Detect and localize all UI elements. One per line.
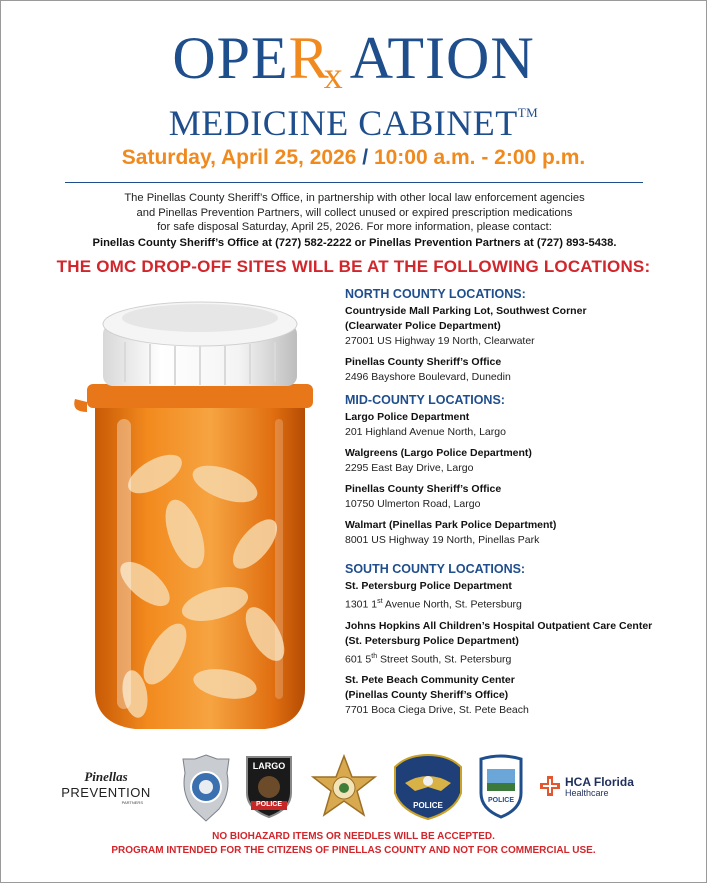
location-name: Largo Police Department (345, 411, 470, 423)
location-agency: (St. Petersburg Police Department) (345, 634, 519, 647)
location-name: Walgreens (Largo Police Department) (345, 447, 532, 459)
address-part: Avenue North, St. Petersburg (382, 598, 522, 611)
locations-headline: THE OMC DROP-OFF SITES WILL BE AT THE FOLLOWING LOCATIONS: (56, 257, 651, 276)
title-medicine-cabinet (1, 93, 706, 143)
location-item (345, 410, 695, 440)
logo-text: Healthcare (565, 788, 609, 798)
divider (65, 182, 643, 183)
north-county-section (345, 287, 695, 385)
footer-notice (1, 830, 706, 858)
title-part-start: OPE (172, 25, 289, 91)
location-agency: (Clearwater Police Department) (345, 320, 501, 332)
location-item (345, 355, 695, 385)
location-item (345, 518, 695, 548)
location-item (345, 446, 695, 476)
pinellas-park-shield-icon (477, 753, 525, 819)
location-item (345, 482, 695, 512)
location-name: St. Petersburg Police Department (345, 580, 512, 592)
location-item (345, 673, 695, 718)
location-address: 8001 US Highway 19 North, Pinellas Park (345, 534, 540, 546)
section-heading: SOUTH COUNTY LOCATIONS: (345, 562, 526, 576)
title-operation (1, 27, 706, 97)
location-address (345, 594, 695, 613)
logo-text: PARTNERS (121, 800, 143, 805)
address-part: 601 5 (345, 653, 372, 665)
rx-symbol (289, 27, 350, 97)
title-part-end: ATION (349, 25, 535, 91)
location-name: St. Pete Beach Community Center (345, 674, 515, 686)
south-county-section (345, 562, 695, 718)
pinellas-park-police-badge (477, 753, 525, 819)
logo-text: POLICE (255, 801, 283, 808)
event-date: Saturday, April 25, 2026 (121, 146, 357, 169)
sponsor-logos (61, 753, 661, 823)
location-name: Johns Hopkins All Children’s Hospital Outpatient Care Center (345, 619, 653, 632)
eagle-shield-icon (391, 753, 465, 821)
location-name: Walmart (Pinellas Park Police Department) (345, 519, 557, 531)
location-agency: (Pinellas County Sheriff’s Office) (345, 689, 509, 701)
locations-list (345, 287, 695, 726)
location-address: 2295 East Bay Drive, Largo (345, 462, 474, 474)
location-address: 27001 US Highway 19 North, Clearwater (345, 335, 535, 347)
location-address: 2496 Bayshore Boulevard, Dunedin (345, 371, 511, 383)
logo-text: Pinellas (84, 769, 128, 784)
contact-line: Pinellas County Sheriff’s Office at (727) 582-2222 or Pinellas Prevention Partners at (727) 893-5438. (92, 237, 617, 249)
address-part: 1301 1 (345, 598, 378, 611)
sheriff-star-badge-icon (309, 753, 379, 823)
location-address: 7701 Boca Ciega Drive, St. Pete Beach (345, 704, 529, 716)
location-item (345, 304, 695, 349)
location-name: Pinellas County Sheriff’s Office (345, 356, 502, 368)
clearwater-police-badge-icon (179, 753, 233, 823)
pill-bottle-image (65, 284, 335, 744)
address-part: Street South, St. Petersburg (377, 653, 512, 665)
hca-cross-icon (539, 775, 561, 797)
logo-text: POLICE (413, 801, 443, 810)
location-name: Pinellas County Sheriff’s Office (345, 483, 502, 495)
logo-text: HCA Florida (565, 775, 634, 789)
location-address: 201 Highland Avenue North, Largo (345, 426, 506, 438)
pinellas-prevention-logo (61, 769, 151, 805)
intro-text (41, 191, 668, 235)
rx-x: x (323, 55, 344, 97)
location-address (345, 649, 695, 668)
section-heading: NORTH COUNTY LOCATIONS: (345, 287, 526, 301)
location-name: Countryside Mall Parking Lot, Southwest Corner (345, 305, 587, 317)
event-date-time (1, 146, 706, 170)
title-subtitle: MEDICINE CABINET (168, 103, 518, 143)
footer-line: NO BIOHAZARD ITEMS OR NEEDLES WILL BE ACCEPTED. (212, 831, 495, 842)
mid-county-section (345, 393, 695, 548)
logo-text: PREVENTION (61, 785, 151, 800)
location-item (345, 619, 695, 668)
footer-line: PROGRAM INTENDED FOR THE CITIZENS OF PINELLAS COUNTY AND NOT FOR COMMERCIAL USE. (111, 845, 596, 856)
intro-line: The Pinellas County Sheriff’s Office, in partnership with other local law enforcement agencies (124, 192, 585, 204)
date-separator: / (362, 146, 369, 169)
logo-text: POLICE (487, 797, 515, 804)
ordinal-suffix: th (371, 652, 378, 660)
ordinal-suffix: st (377, 598, 383, 605)
location-address: 10750 Ulmerton Road, Largo (345, 498, 481, 510)
trademark: TM (517, 105, 539, 120)
rx-r: R (288, 25, 330, 91)
intro-line: for safe disposal Saturday, April 25, 2026. For more information, please contact: (157, 221, 552, 233)
event-time: 10:00 a.m. - 2:00 p.m. (373, 146, 586, 169)
intro-line: and Pinellas Prevention Partners, will collect unused or expired prescription medications (136, 206, 573, 219)
location-item (345, 579, 695, 613)
section-heading: MID-COUNTY LOCATIONS: (345, 393, 505, 407)
st-petersburg-police-badge (391, 753, 465, 821)
logo-text: LARGO (252, 761, 286, 771)
largo-police-badge (243, 753, 295, 819)
